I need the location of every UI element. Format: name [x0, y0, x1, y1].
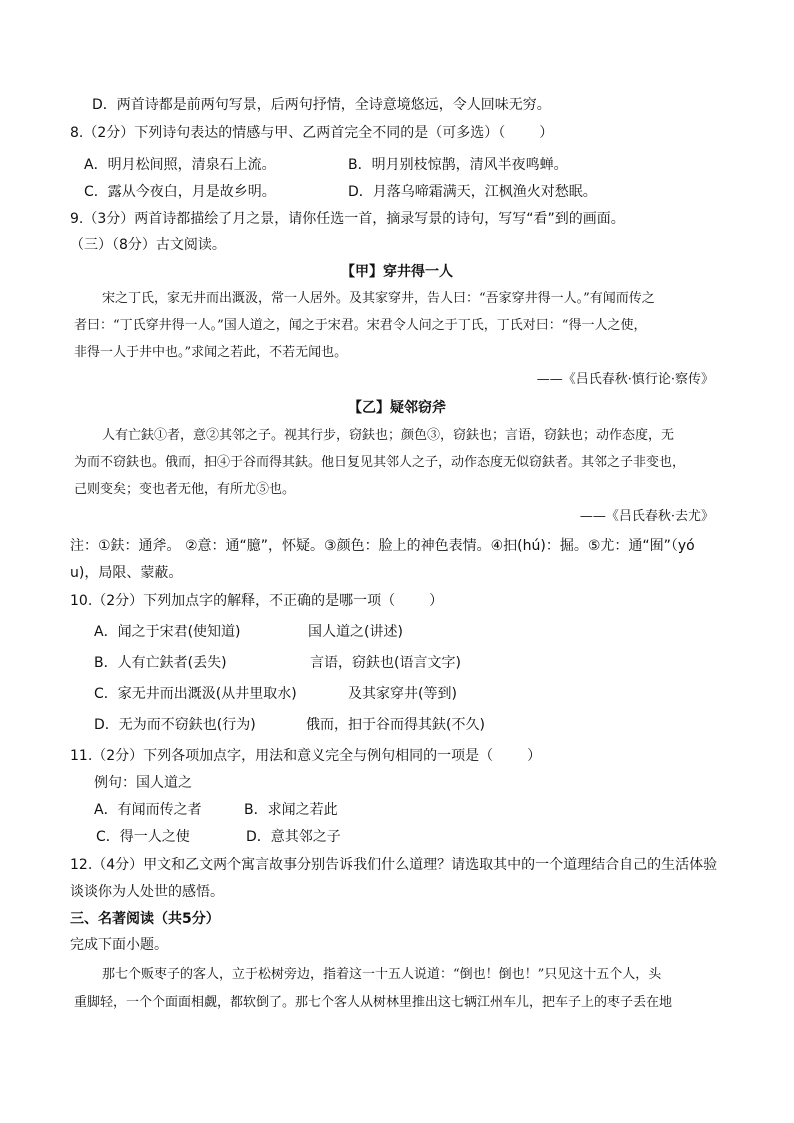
passage-jia-line: 者曰：“丁氏穿井得一人。”国人道之，闻之于宋君。宋君令人问之于丁氏，丁氏对曰：“得一人之使，: [74, 318, 647, 333]
section-classics-reading: 三、名著阅读（共5分）: [70, 911, 220, 927]
novel-excerpt-line: 那七个贩枣子的客人，立于松树旁边，指着这一十五人说道：“倒也！倒也！”只见这十五个人，头: [102, 967, 662, 982]
annotation-line: u)，局限、蒙蔽。: [70, 565, 183, 581]
q10-option-b-right: 言语，窃鈇也(语言文字): [310, 655, 461, 671]
q12-line: 12.（4分）甲文和乙文两个寓言故事分别告诉我们什么道理？请选取其中的一个道理结合自己的生活体验: [70, 857, 718, 873]
q11-option-a: A．有闻而传之者: [94, 802, 202, 818]
passage-yi-title: 【乙】疑邻窃斧: [348, 400, 446, 416]
passage-jia-line: 非得一人于井中也。”求闻之若此，不若无闻也。: [74, 345, 348, 360]
passage-jia-title: 【甲】穿井得一人: [341, 264, 453, 280]
passage-jia-line: 宋之丁氏，家无井而出溉汲，常一人居外。及其家穿井，告人曰：“吾家穿井得一人。”有闻而传之: [102, 291, 655, 306]
q10-option-a-left: A．闻之于宋君(使知道): [94, 624, 241, 640]
q12-line: 谈谈你为人处世的感悟。: [70, 884, 224, 900]
q10-option-a-right: 国人道之(讲述): [308, 624, 403, 640]
q10-option-b-left: B．人有亡鈇者(丢失): [94, 655, 227, 671]
passage-yi-line: 己则变矣；变也者无他，有所尤⑤也。: [74, 482, 296, 497]
q11-stem: 11.（2分）下列各项加点字，用法和意义完全与例句相同的一项是（ ）: [70, 748, 542, 764]
passage-yi-line: 人有亡鈇①者，意②其邻之子。视其行步，窃鈇也；颜色③，窃鈇也；言语，窃鈇也；动作态度，无: [102, 428, 675, 443]
q11-option-c: C．得一人之使: [96, 829, 190, 845]
q9-stem: 9.（3分）两首诗都描绘了月之景，请你任选一首，摘录写景的诗句，写写“看”到的画面。: [70, 211, 625, 227]
q10-option-c-right: 及其家穿井(等到): [348, 686, 457, 702]
passage-jia-source: ——《吕氏春秋·慎行论·察传》: [536, 372, 714, 387]
q8-option-c: C．露从今夜白，月是故乡明。: [84, 184, 276, 200]
q8-stem: 8.（2分）下列诗句表达的情感与甲、乙两首完全不同的是（可多选）（ ）: [70, 125, 554, 141]
passage-yi-line: 为而不窃鈇也。俄而，抇④于谷而得其鈇。他日复见其邻人之子，动作态度无似窃鈇者。其邻之子非变也，: [74, 455, 686, 470]
q8-option-a: A．明月松间照，清泉石上流。: [84, 157, 276, 173]
q8-option-b: B．明月别枝惊鹊，清风半夜鸣蝉。: [348, 157, 568, 173]
q10-stem: 10.（2分）下列加点字的解释，不正确的是哪一项（ ）: [70, 593, 444, 609]
q8-option-d: D．月落乌啼霜满天，江枫渔火对愁眠。: [348, 184, 597, 200]
instruction: 完成下面小题。: [70, 937, 168, 953]
q11-option-b: B．求闻之若此: [244, 802, 338, 818]
q11-example: 例句：国人道之: [94, 775, 192, 791]
annotation-line: 注：①鈇：通斧。 ②意：通“臆”，怀疑。③颜色：脸上的神色表情。④抇(hú)：掘。⑤尤：通“囿”（yó: [70, 538, 695, 554]
q10-option-d-right: 俄而，抇于谷而得其鈇(不久): [306, 717, 485, 733]
q10-option-d-left: D．无为而不窃鈇也(行为): [94, 717, 256, 733]
q7-option-d: D．两首诗都是前两句写景，后两句抒情，全诗意境悠远，令人回味无穷。: [92, 97, 551, 113]
novel-excerpt-line: 重脚轻，一个个面面相觑，都软倒了。那七个客人从树林里推出这七辆江州车儿，把车子上的枣子丢在地: [74, 995, 673, 1010]
q10-option-c-left: C．家无井而出溉汲(从井里取水): [94, 686, 297, 702]
section-classical-reading: （三）（8分）古文阅读。: [70, 237, 226, 253]
q11-option-d: D．意其邻之子: [246, 829, 341, 845]
passage-yi-source: ——《吕氏春秋·去尤》: [579, 509, 714, 524]
